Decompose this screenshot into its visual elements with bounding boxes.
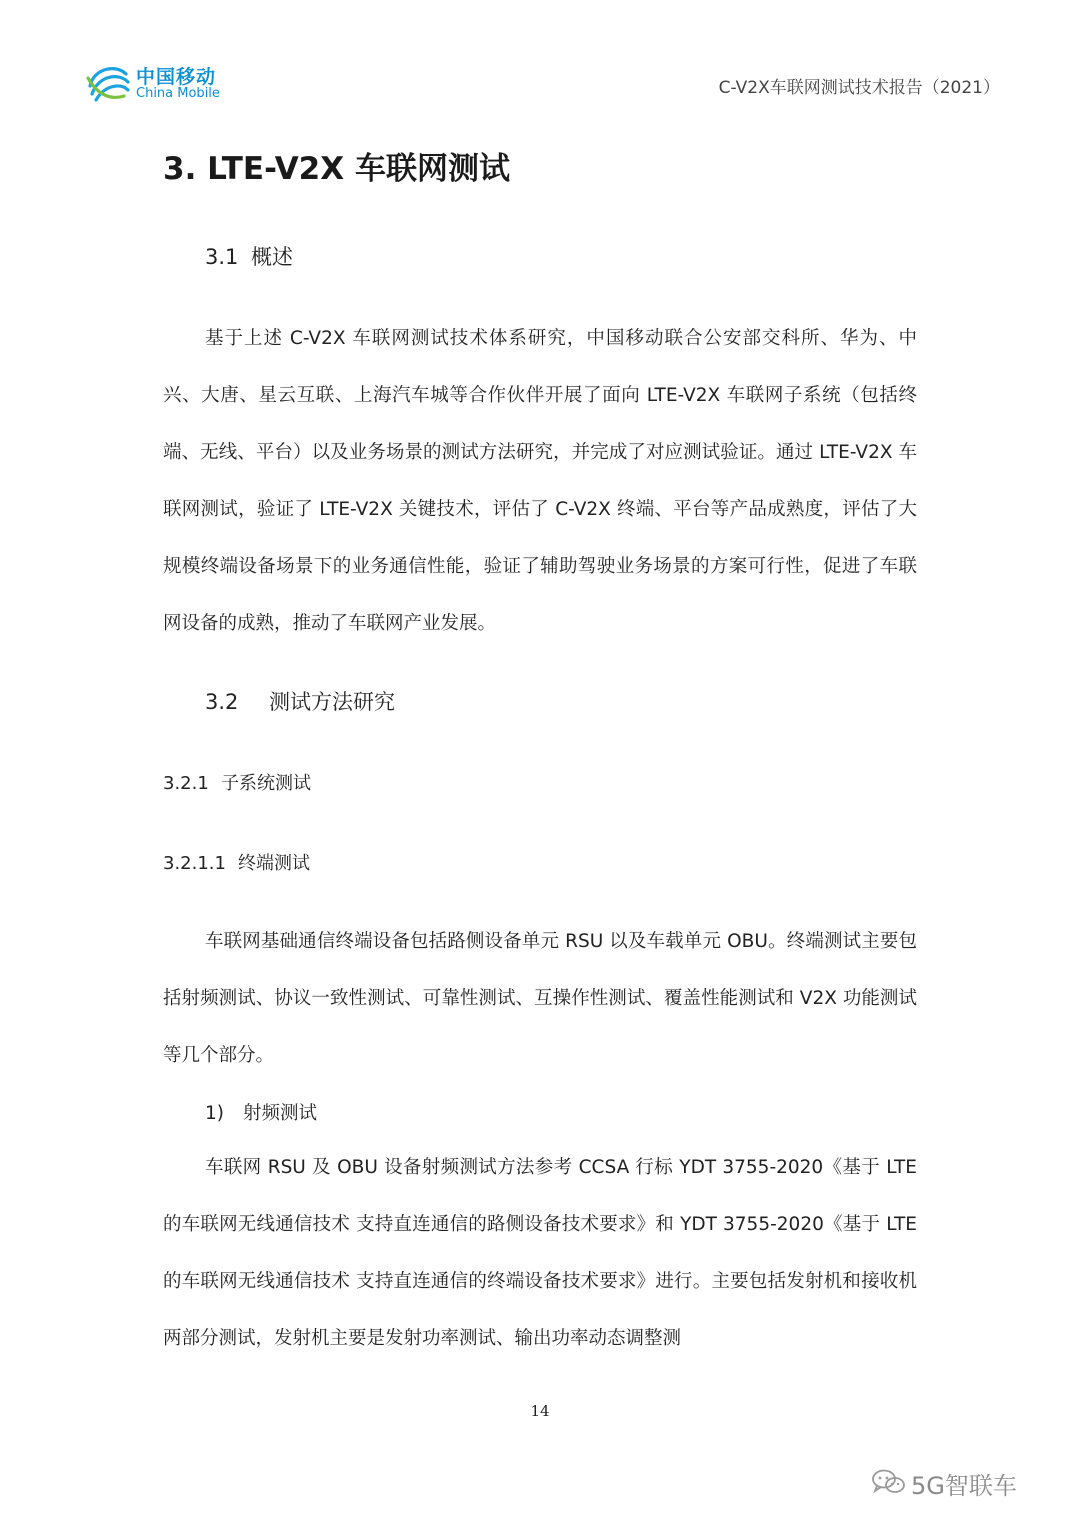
section-number: 3.2 [205,690,239,714]
section-title: 测试方法研究 [269,690,395,714]
section-heading-3-2 [205,686,395,716]
rf-test-paragraph: 车联网 RSU 及 OBU 设备射频测试方法参考 CCSA 行标 YDT 3755-2020《基于 LTE 的车联网无线通信技术 支持直连通信的路侧设备技术要求》和 YDT 3755-2020《基于 LTE 的车联网无线通信技术 支持直连通信的终端设备技术要求》进行。主要包括发射机和接收机两部分测试，发射机主要是发射功率测试、输出功率动态调整测 [163,1157,917,1349]
china-mobile-logo-icon [82,56,134,108]
chapter-title: 3. LTE-V2X 车联网测试 [163,151,510,187]
logo-english-text: China Mobile [136,86,220,101]
section-title: 终端测试 [238,853,310,874]
section-heading-3-2-1-1 [163,849,310,875]
watermark-text: 5G智联车 [911,1472,1017,1500]
logo-chinese-text: 中国移动 [136,66,217,88]
list-item [205,1099,317,1125]
section-number: 3.2.1.1 [163,853,226,874]
report-title: C-V2X车联网测试技术报告（2021） [718,78,1000,98]
section-heading-3-2-1 [163,769,311,795]
list-marker: 1) [205,1103,224,1124]
section-title: 子系统测试 [221,773,311,794]
wechat-icon [871,1468,907,1496]
section-title: 概述 [251,245,293,269]
section-number: 3.2.1 [163,773,209,794]
watermark [871,1464,1046,1500]
section-heading-3-1 [205,241,293,271]
list-label: 射频测试 [243,1103,318,1124]
china-mobile-logo [82,56,232,108]
section-number: 3.1 [205,245,239,269]
overview-paragraph: 基于上述 C-V2X 车联网测试技术体系研究，中国移动联合公安部交科所、华为、中兴、大唐、星云互联、上海汽车城等合作伙伴开展了面向 LTE-V2X 车联网子系统（包括终端、无线、平台）以及业务场景的测试方法研究，并完成了对应测试验证。通过 LTE-V2X 车联网测试，验证了 LTE-V2X 关键技术，评估了 C-V2X 终端、平台等产品成熟度，评估了大规模终端设备场景下的业务通信性能，验证了辅助驾驶业务场景的方案可行性，促进了车联网设备的成熟，推动了车联网产业发展。 [163,328,917,634]
page-number: 14 [530,1402,550,1420]
terminal-test-paragraph: 车联网基础通信终端设备包括路侧设备单元 RSU 以及车载单元 OBU。终端测试主要包括射频测试、协议一致性测试、可靠性测试、互操作性测试、覆盖性能测试和 V2X 功能测试等几个部分。 [163,931,917,1066]
